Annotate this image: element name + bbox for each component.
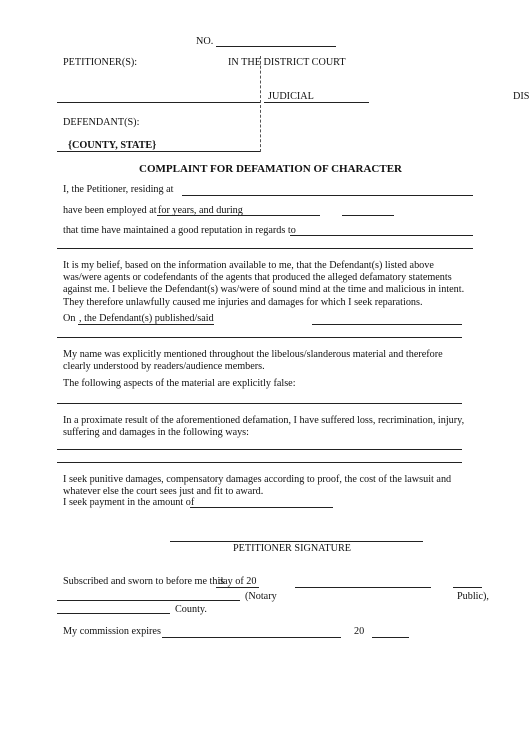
document-title: COMPLAINT FOR DEFAMATION OF CHARACTER [139,163,402,175]
reputation-field-line[interactable] [290,235,473,236]
commission-year-field-line[interactable] [372,637,409,638]
belief-paragraph: It is my belief, based on the information available to me, that the Defendant(s) listed above was/were agents or codefendants of the agents that produced the alleged defamatory statements against me. I believe the Defendant(s) was/were of sound mind at the time and malicious in intent. They therefore unlawfully caused me injuries and damages for which I seek reparations. [63,260,465,308]
case-number-label: NO. [196,36,214,47]
damages-field-line-2[interactable] [57,462,462,463]
notary-label: (Notary [245,591,277,602]
employment-label: have been employed at [63,205,157,216]
payment-label: I seek payment in the amount of [63,497,195,508]
employment-years-label: for years, and during [158,205,243,216]
commission-label: My commission expires [63,626,161,637]
payment-amount-field-line[interactable] [190,507,333,508]
defendant-field-line[interactable] [57,151,260,152]
case-number-field[interactable] [216,34,336,47]
caption-divider [260,56,261,152]
notary-name-field-line[interactable] [57,600,240,601]
published-label: , the Defendant(s) published/said [79,313,214,324]
district-label: DIS [513,91,530,102]
employer-field-line[interactable] [157,215,320,216]
public-label: Public), [457,591,489,602]
commission-year-label: 20 [354,626,365,637]
signature-field-line[interactable] [170,541,423,542]
reputation-continuation-line[interactable] [57,248,473,249]
false-aspects-label: The following aspects of the material are explicitly false: [63,378,296,389]
court-label: IN THE DISTRICT COURT [228,57,346,68]
mentioned-paragraph: My name was explicitly mentioned throughout the libelous/slanderous material and therefore clearly understood by readers/audience members. [63,349,443,373]
sworn-label: Subscribed and sworn to before me this [63,576,225,587]
signature-label: PETITIONER SIGNATURE [233,543,351,554]
sworn-day-field-line[interactable] [216,587,259,588]
false-aspects-field-line[interactable] [57,403,462,404]
published-date-field-line[interactable] [78,324,214,325]
sworn-day-label: day of 20 [218,576,257,587]
judicial-label: JUDICIAL [268,91,314,102]
damages-field-line-1[interactable] [57,449,462,450]
petitioner-field-line[interactable] [57,102,260,103]
punitive-paragraph: I seek punitive damages, compensatory damages according to proof, the cost of the lawsuit and whatever else the court sees just and fit to award. [63,474,452,498]
petitioner-label: PETITIONER(S): [63,57,138,68]
residence-label: I, the Petitioner, residing at [63,184,174,195]
commission-date-field-line[interactable] [162,637,341,638]
residence-field-line[interactable] [182,195,473,196]
published-continuation-line[interactable] [57,337,462,338]
sworn-year-field-line[interactable] [295,587,431,588]
county-field-line[interactable] [57,613,170,614]
result-paragraph: In a proximate result of the aforementioned defamation, I have suffered loss, recrimination, injury, suffering and damages in the following ways: [63,415,465,439]
county-state-label: {COUNTY, STATE} [68,140,157,151]
defendant-label: DEFENDANT(S): [63,117,140,128]
employment-period-field-line[interactable] [342,215,394,216]
notary-extra-field-line[interactable] [453,587,482,588]
county-label: County. [175,604,207,615]
on-date-label: On [63,313,76,324]
reputation-label: that time have maintained a good reputation in regards to [63,225,296,236]
judicial-field-line[interactable] [264,102,369,103]
published-content-field-line[interactable] [312,324,462,325]
